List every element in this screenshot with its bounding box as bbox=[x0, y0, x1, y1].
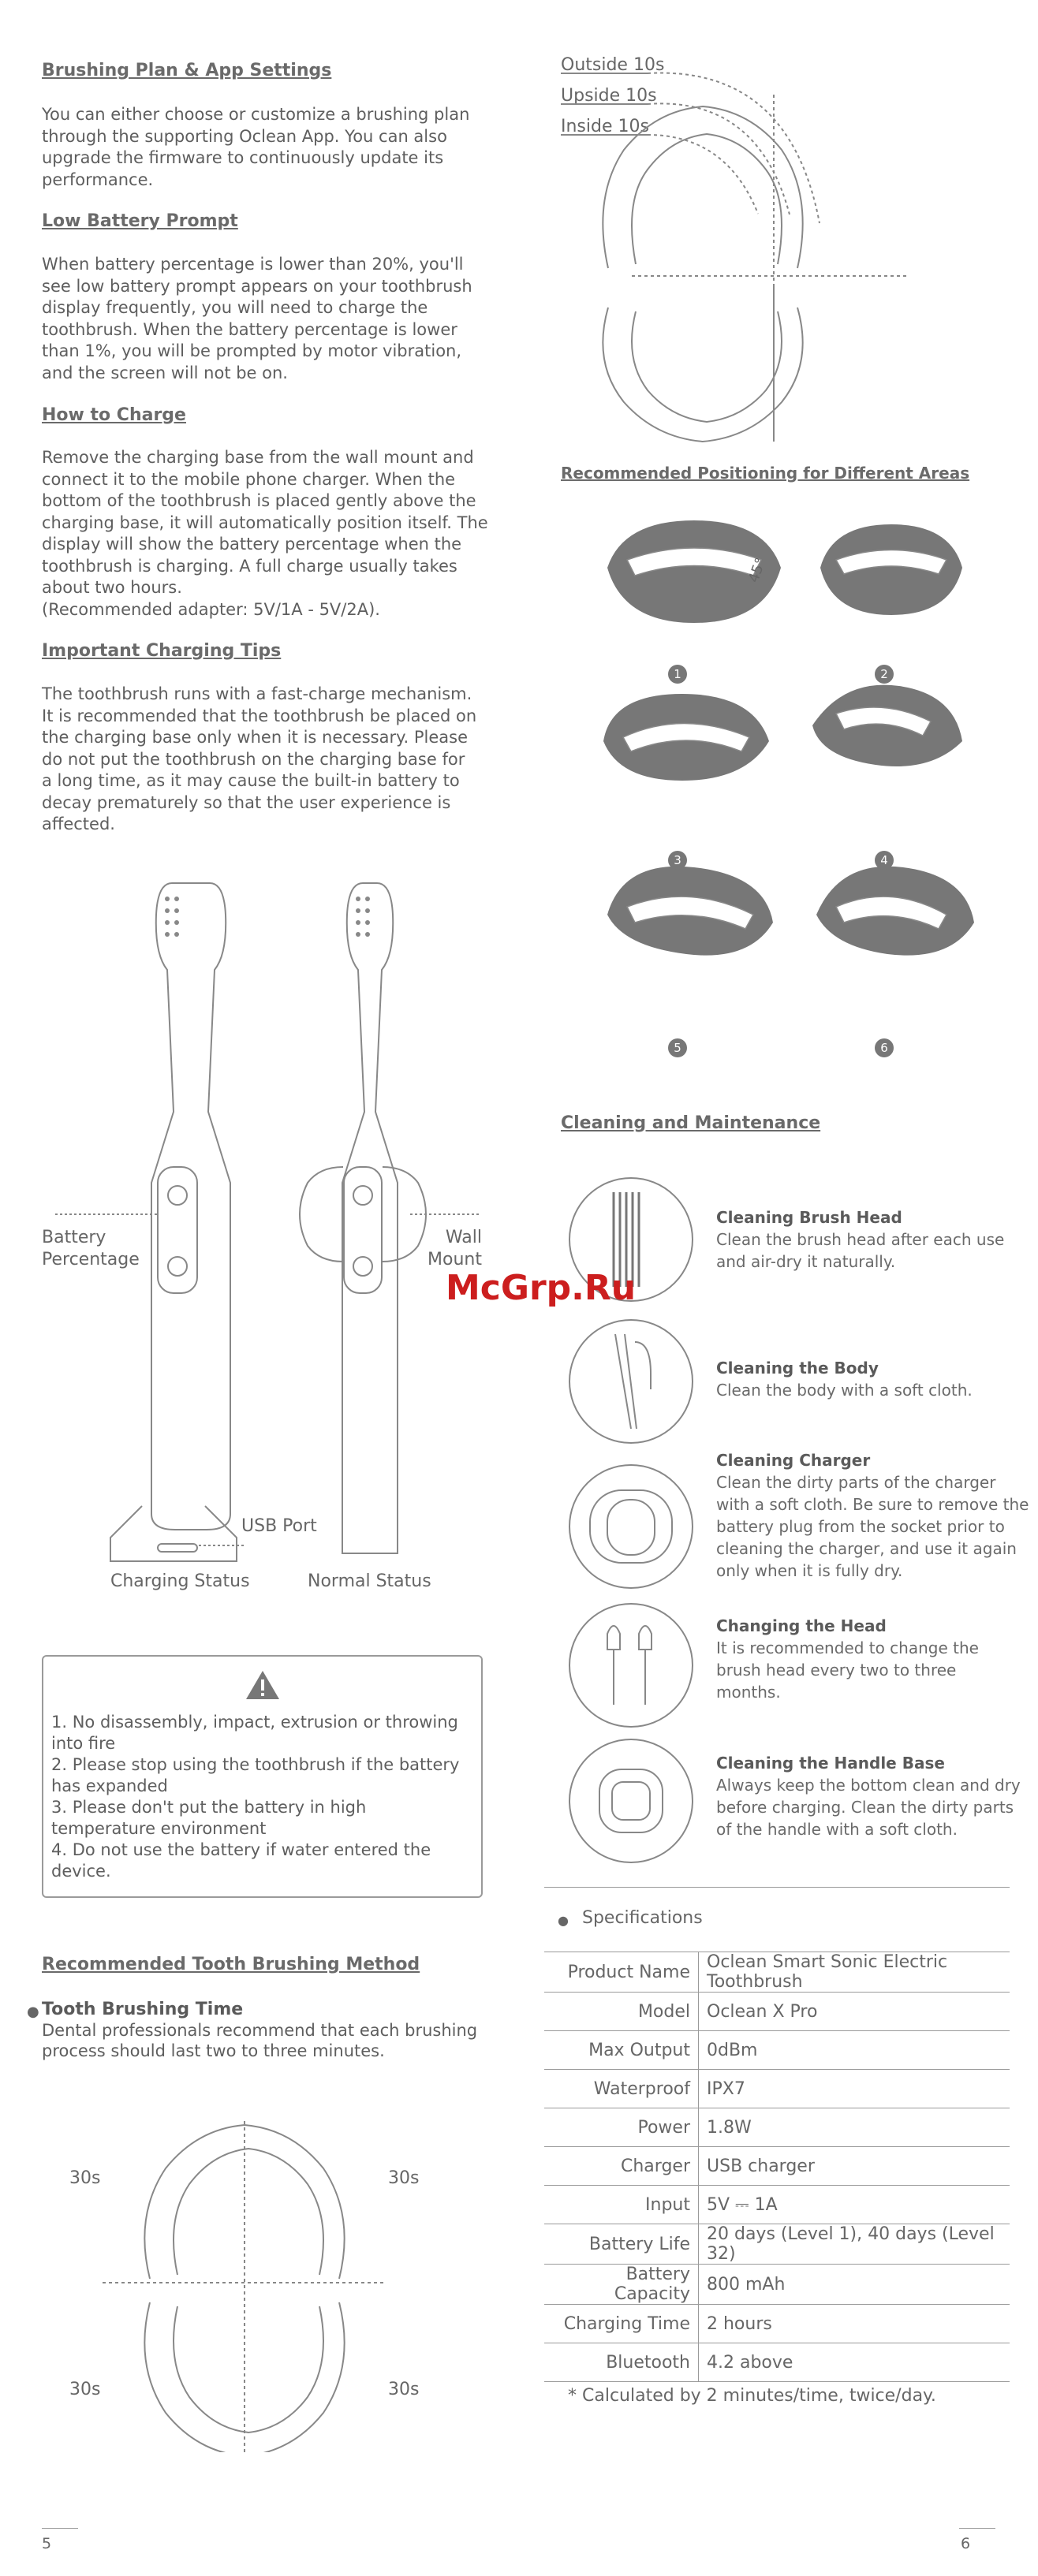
brushing-zones-labels: Outside 10s Upside 10s Inside 10s bbox=[561, 55, 665, 136]
replace-head-icon bbox=[569, 1604, 693, 1727]
heading-charging-tips: Important Charging Tips bbox=[42, 641, 282, 661]
watermark: McGrp.Ru bbox=[446, 1268, 637, 1308]
label-usb-port: USB Port bbox=[241, 1516, 317, 1536]
warning-list: 1. No disassembly, impact, extrusion or throwing into fire 2. Please stop using the toothbrush if the battery has expanded 3. Please don't put the battery in high temperature environment 4. Do not use the battery if water entered the device. bbox=[51, 1713, 460, 1881]
table-row: Input 5V ⎓ 1A bbox=[544, 2186, 1010, 2224]
label-q4: 30s bbox=[388, 2380, 420, 2399]
position-badge-5: 5 bbox=[668, 1038, 687, 1057]
specs-divider bbox=[544, 1887, 1010, 1888]
position-badge-4: 4 bbox=[875, 851, 894, 870]
specs-bullet: ● bbox=[558, 1913, 569, 1928]
table-row: Charging Time 2 hours bbox=[544, 2305, 1010, 2343]
label-normal-status: Normal Status bbox=[308, 1571, 431, 1591]
heading-cleaning: Cleaning and Maintenance bbox=[561, 1113, 821, 1133]
heading-specifications: Specifications bbox=[582, 1908, 703, 1928]
label-q2: 30s bbox=[388, 2168, 420, 2188]
label-wall-mount: Wall Mount bbox=[428, 1228, 482, 1269]
positioning-illustrations bbox=[599, 513, 994, 993]
footer-rule-right bbox=[959, 2528, 995, 2529]
table-row: Charger USB charger bbox=[544, 2147, 1010, 2186]
table-row: Max Output 0dBm bbox=[544, 2031, 1010, 2070]
table-row: Bluetooth 4.2 above bbox=[544, 2343, 1010, 2382]
heading-brushing-plan: Brushing Plan & App Settings bbox=[42, 61, 332, 80]
heading-brushing-method: Recommended Tooth Brushing Method bbox=[42, 1955, 420, 1974]
label-battery-percentage: Battery Percentage bbox=[42, 1228, 140, 1269]
table-row: Battery Life 20 days (Level 1), 40 days (Level 32) bbox=[544, 2224, 1010, 2265]
table-row: Battery Capacity 800 mAh bbox=[544, 2265, 1010, 2305]
position-badge-3: 3 bbox=[668, 851, 687, 870]
heading-positioning: Recommended Positioning for Different Areas bbox=[561, 464, 970, 483]
footer-rule-left bbox=[42, 2528, 78, 2529]
cleaning-item-2: Cleaning the Body Clean the body with a soft cloth. bbox=[716, 1359, 973, 1400]
heading-how-to-charge: How to Charge bbox=[42, 405, 186, 425]
charger-icon bbox=[569, 1465, 693, 1588]
warning-icon bbox=[245, 1669, 281, 1701]
label-q1: 30s bbox=[69, 2168, 101, 2188]
text-charging-tips: The toothbrush runs with a fast-charge mechanism. It is recommended that the toothbrush be placed on the charging base only when it is necessary. Please do not put the toothbrush on the charging base for a long time, as it may cause the built-in battery to decay prematurely so that the user experience is affected. bbox=[42, 684, 477, 833]
table-row: Waterproof IPX7 bbox=[544, 2070, 1010, 2108]
table-row: Power 1.8W bbox=[544, 2108, 1010, 2147]
position-badge-1: 1 bbox=[668, 665, 687, 684]
footnote: * Calculated by 2 minutes/time, twice/day. bbox=[568, 2386, 936, 2406]
angle-label: 45° bbox=[745, 555, 770, 585]
teeth-quadrant-diagram bbox=[103, 2121, 394, 2452]
label-q3: 30s bbox=[69, 2380, 101, 2399]
page-number-left: 5 bbox=[42, 2535, 52, 2552]
cleaning-item-5: Cleaning the Handle Base Always keep the bottom clean and dry before charging. Clean the dirty parts of the handle with a soft cloth. bbox=[716, 1754, 1021, 1839]
position-badge-6: 6 bbox=[875, 1038, 894, 1057]
text-low-battery: When battery percentage is lower than 20%, you'll see low battery prompt appears on your toothbrush display frequently, you will need to charge the toothbrush. When the battery percentage is lower than 1%, you will be prompted by motor vibration, and the screen will not be on. bbox=[42, 255, 472, 382]
text-brushing-time: Dental professionals recommend that each brushing process should last two to three minutes. bbox=[42, 2021, 478, 2060]
cleaning-item-3: Cleaning Charger Clean the dirty parts of the charger with a soft cloth. Be sure to remove the battery plug from the socket prior to cleaning the charger, and use it again only when it is fully dry. bbox=[716, 1451, 1029, 1580]
cleaning-item-1: Cleaning Brush Head Clean the brush head after each use and air-dry it naturally. bbox=[716, 1208, 1005, 1271]
page-number-right: 6 bbox=[961, 2535, 971, 2552]
heading-low-battery: Low Battery Prompt bbox=[42, 211, 238, 231]
handle-base-icon bbox=[569, 1739, 693, 1862]
table-row: Product Name Oclean Smart Sonic Electric Toothbrush bbox=[544, 1952, 1010, 1993]
bullet-dot: ● bbox=[27, 2004, 39, 2020]
table-row: Model Oclean X Pro bbox=[544, 1993, 1010, 2031]
battery-warning-box bbox=[42, 1655, 483, 1898]
subheading-brushing-time: Tooth Brushing Time bbox=[42, 2000, 244, 2019]
brushing-zone-diagram bbox=[561, 47, 908, 449]
label-charging-status: Charging Status bbox=[110, 1571, 250, 1591]
text-brushing-plan: You can either choose or customize a brushing plan through the supporting Oclean App. You can also upgrade the firmware to continuously update its performance. bbox=[42, 105, 470, 189]
spec-table bbox=[544, 1952, 1010, 2382]
cleaning-item-4: Changing the Head It is recommended to change the brush head every two to three months. bbox=[716, 1616, 979, 1702]
position-badge-2: 2 bbox=[875, 665, 894, 684]
text-how-to-charge: Remove the charging base from the wall mount and connect it to the mobile phone charger. When the bottom of the toothbrush is placed gently above the charging base, it will automatically position itself. The display will show the battery percentage when the toothbrush is charging. A full charge usually takes about two hours. (Recommended adapter: 5V/1A - 5V/2A). bbox=[42, 448, 488, 619]
